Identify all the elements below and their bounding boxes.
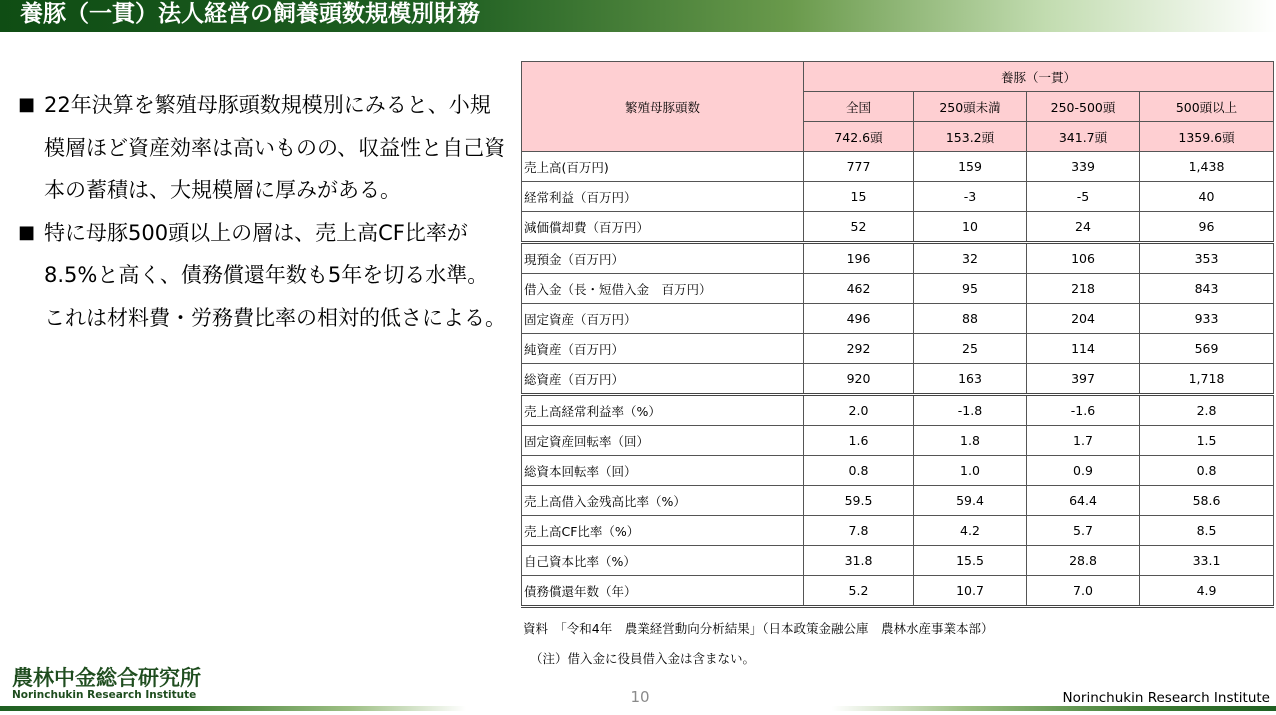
table-cell: 1.7 (1027, 426, 1140, 456)
column-header: 250頭未満 (914, 92, 1027, 122)
row-label: 自己資本比率（%） (522, 546, 804, 576)
table-cell: 24 (1027, 212, 1140, 243)
table-cell: 31.8 (804, 546, 914, 576)
row-label: 固定資産回転率（回） (522, 426, 804, 456)
table-row (522, 395, 1274, 426)
table-cell: 339 (1027, 152, 1140, 182)
table-cell: -3 (914, 182, 1027, 212)
table-cell: 10 (914, 212, 1027, 243)
source-note: 資料 「令和4年 農業経営動向分析結果」（日本政策金融公庫 農林水産事業本部） (523, 621, 994, 636)
table-cell: 96 (1140, 212, 1274, 243)
logo-jp: 農林中金総合研究所 (12, 666, 201, 690)
table-cell: 218 (1027, 274, 1140, 304)
table-header-row-1 (522, 62, 1274, 92)
table-row (522, 546, 1274, 576)
table-cell: 59.4 (914, 486, 1027, 516)
table-row (522, 516, 1274, 546)
row-label: 総資産（百万円） (522, 364, 804, 395)
column-header: 250-500頭 (1027, 92, 1140, 122)
row-label: 減価償却費（百万円） (522, 212, 804, 243)
table-cell: 569 (1140, 334, 1274, 364)
table-cell: 88 (914, 304, 1027, 334)
table-cell: 52 (804, 212, 914, 243)
bullet-item-2 (18, 212, 508, 340)
group-header: 養豚（一貫） (804, 62, 1274, 92)
table-row (522, 304, 1274, 334)
table-cell: 0.8 (1140, 456, 1274, 486)
table-cell: 4.2 (914, 516, 1027, 546)
table-cell: 28.8 (1027, 546, 1140, 576)
table-row (522, 182, 1274, 212)
sow-count-cell: 153.2頭 (914, 122, 1027, 152)
sow-count-cell: 1359.6頭 (1140, 122, 1274, 152)
row-label: 現預金（百万円） (522, 243, 804, 274)
footer-line-right (832, 706, 1276, 711)
table-cell: 159 (914, 152, 1027, 182)
table-cell: 64.4 (1027, 486, 1140, 516)
table-row (522, 274, 1274, 304)
footer-line-left (0, 706, 466, 711)
square-bullet-icon: ■ (18, 94, 36, 115)
table-cell: 1.0 (914, 456, 1027, 486)
table-cell: 7.0 (1027, 576, 1140, 607)
logo-en: Norinchukin Research Institute (12, 689, 197, 701)
table-cell: 163 (914, 364, 1027, 395)
table-cell: 920 (804, 364, 914, 395)
table-cell: 777 (804, 152, 914, 182)
table-cell: 33.1 (1140, 546, 1274, 576)
table-row (522, 334, 1274, 364)
table-cell: 1,718 (1140, 364, 1274, 395)
finance-table (521, 61, 1274, 608)
table-cell: 114 (1027, 334, 1140, 364)
row-label: 経常利益（百万円） (522, 182, 804, 212)
table-cell: 95 (914, 274, 1027, 304)
table-cell: 292 (804, 334, 914, 364)
table-cell: 2.0 (804, 395, 914, 426)
table-cell: 0.9 (1027, 456, 1140, 486)
bullet-text-1: 22年決算を繁殖母豚頭数規模別にみると、小規模層ほど資産効率は高いものの、収益性と自己資本の蓄積は、大規模層に厚みがある。 (44, 93, 506, 202)
finance-table-body (522, 62, 1274, 607)
title-bar (0, 0, 1276, 32)
table-row (522, 426, 1274, 456)
table-row (522, 576, 1274, 607)
row-label: 総資本回転率（回） (522, 456, 804, 486)
table-row (522, 364, 1274, 395)
table-cell: 1.5 (1140, 426, 1274, 456)
bullet-item-1 (18, 84, 508, 212)
table-cell: 0.8 (804, 456, 914, 486)
footer-organization: Norinchukin Research Institute (1062, 690, 1270, 706)
table-cell: 7.8 (804, 516, 914, 546)
table-row (522, 212, 1274, 243)
table-cell: 5.7 (1027, 516, 1140, 546)
table-cell: -5 (1027, 182, 1140, 212)
table-cell: 933 (1140, 304, 1274, 334)
table-cell: -1.6 (1027, 395, 1140, 426)
row-label: 借入金（長・短借入金 百万円） (522, 274, 804, 304)
table-cell: 25 (914, 334, 1027, 364)
table-cell: 10.7 (914, 576, 1027, 607)
table-row (522, 486, 1274, 516)
table-row (522, 243, 1274, 274)
row-label: 売上高(百万円) (522, 152, 804, 182)
table-row (522, 152, 1274, 182)
table-cell: 462 (804, 274, 914, 304)
table-cell: 353 (1140, 243, 1274, 274)
row-label: 売上高借入金残高比率（%） (522, 486, 804, 516)
bullet-text-2: 特に母豚500頭以上の層は、売上高CF比率が8.5%と高く、債務償還年数も5年を切る水準。これは材料費・労務費比率の相対的低さによる。 (44, 220, 506, 330)
column-header: 全国 (804, 92, 914, 122)
table-cell: 32 (914, 243, 1027, 274)
table-row (522, 456, 1274, 486)
square-bullet-icon: ■ (18, 221, 36, 243)
row-label: 純資産（百万円） (522, 334, 804, 364)
table-cell: 196 (804, 243, 914, 274)
table-cell: 843 (1140, 274, 1274, 304)
column-header: 500頭以上 (1140, 92, 1274, 122)
sow-count-cell: 341.7頭 (1027, 122, 1140, 152)
table-cell: 5.2 (804, 576, 914, 607)
row-label: 債務償還年数（年） (522, 576, 804, 607)
sow-count-cell: 742.6頭 (804, 122, 914, 152)
table-cell: 397 (1027, 364, 1140, 395)
table-cell: 8.5 (1140, 516, 1274, 546)
footnote: （注）借入金に役員借入金は含まない。 (530, 651, 756, 666)
table-cell: 58.6 (1140, 486, 1274, 516)
table-cell: 204 (1027, 304, 1140, 334)
table-cell: 1.8 (914, 426, 1027, 456)
table-cell: 1.6 (804, 426, 914, 456)
table-cell: 2.8 (1140, 395, 1274, 426)
row-label: 固定資産（百万円） (522, 304, 804, 334)
table-cell: -1.8 (914, 395, 1027, 426)
page-number: 10 (630, 688, 650, 706)
table-cell: 40 (1140, 182, 1274, 212)
company-logo (12, 667, 201, 701)
header-row-label: 繁殖母豚頭数 (522, 62, 804, 152)
table-cell: 59.5 (804, 486, 914, 516)
table-cell: 15.5 (914, 546, 1027, 576)
table-cell: 106 (1027, 243, 1140, 274)
bullet-list (18, 84, 508, 339)
row-label: 売上高CF比率（%） (522, 516, 804, 546)
table-cell: 4.9 (1140, 576, 1274, 607)
slide-title: 養豚（一貫）法人経営の飼養頭数規模別財務 (20, 1, 480, 27)
row-label: 売上高経常利益率（%） (522, 395, 804, 426)
table-cell: 496 (804, 304, 914, 334)
table-cell: 15 (804, 182, 914, 212)
table-cell: 1,438 (1140, 152, 1274, 182)
